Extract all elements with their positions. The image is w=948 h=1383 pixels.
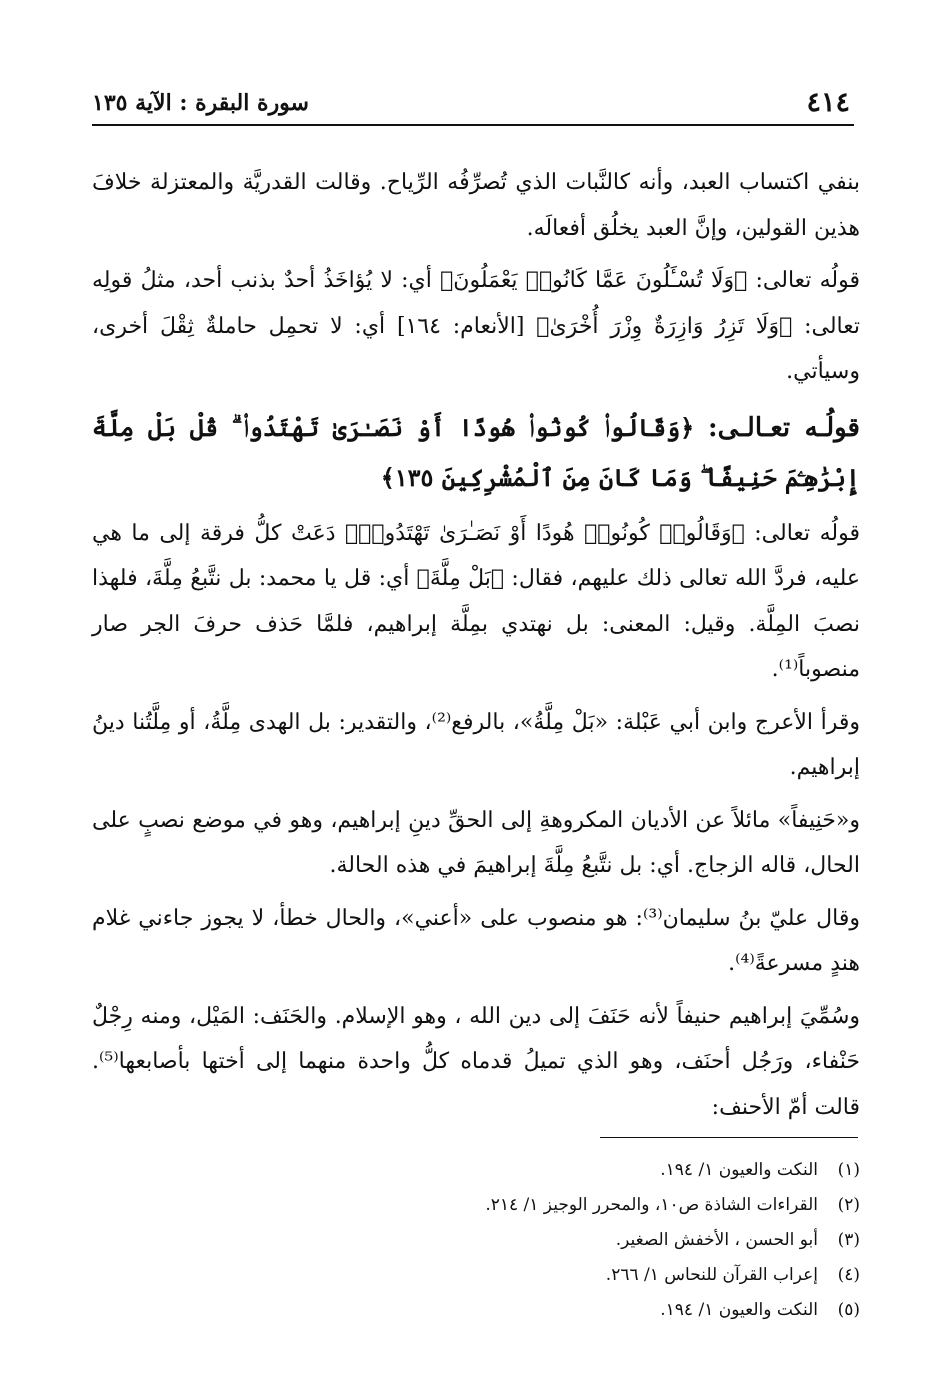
verse-text: ﴿وَقَالُوا۟ كُونُوا۟ هُودًا أَوْ نَصَـٰرَىٰ تَهْتَدُوا۟ ۗ قُلْ بَلْ مِلَّةَ إِبْرَٰهِـۧمَ حَنِيفًا ۖ وَمَا كَانَ مِنَ ٱلْمُشْرِكِينَ ١٣٥﴾ [92, 412, 860, 492]
page-body [92, 160, 860, 1137]
footnote-text: أبو الحسن ، الأخفش الصغير. [615, 1230, 818, 1250]
footnote [92, 1153, 860, 1188]
verse-heading-lead: قولُـه تعـالـى: [708, 412, 860, 443]
footnote [92, 1188, 860, 1223]
verse-heading [92, 403, 860, 503]
footnotes [92, 1153, 860, 1328]
paragraph: قولُه تعالى: ﴿وَقَالُوا۟ كُونُوا۟ هُودًا أَوْ نَصَـٰرَىٰ تَهْتَدُوا۟﴾ دَعَتْ كلُّ فرقة إلى ما هي عليه، فردَّ الله تعالى ذلك عليهم، فقال: ﴿بَلْ مِلَّةَ﴾ أي: قل يا محمد: بل نتَّبعُ مِلَّةَ، فلهذا نصبَ المِلَّة. وقيل: المعنى: بل نهتدي بمِلَّة إبراهيم، فلمَّا حَذف حرفَ الجر صار منصوباً⁽¹⁾. [92, 520, 860, 682]
footnote-text: النكت والعيون ١/ ١٩٤. [660, 1160, 818, 1180]
paragraph: قولُه تعالى: ﴿وَلَا تُسْـَٔلُونَ عَمَّا كَانُوا۟ يَعْمَلُونَ﴾ أي: لا يُؤاخَذُ أحدٌ بذنب أحد، مثلُ قولِه تعالى: ﴿وَلَا تَزِرُ وَازِرَةٌ وِزْرَ أُخْرَىٰ﴾ [الأنعام: ١٦٤] أي: لا تحمِل حاملةٌ ثِقْلَ أخرى، وسيأتي. [92, 268, 860, 384]
footnote-text: إعراب القرآن للنحاس ١/ ٢٦٦. [605, 1265, 818, 1285]
paragraph: و«حَنِيفاً» مائلاً عن الأديان المكروهةِ إلى الحقِّ دينِ إبراهيم، وهو في موضع نصبٍ على الحال، قاله الزجاج. أي: بل نتَّبعُ مِلَّةَ إبراهيمَ في هذه الحالة. [92, 807, 860, 878]
page-number: ٤١٤ [806, 87, 850, 118]
paragraph: بنفي اكتساب العبد، وأنه كالنَّبات الذي تُصرِّفُه الرِّياح. وقالت القدريَّة والمعتزلة خلافَ هذين القولين، وإنَّ العبد يخلُق أفعالَه. [92, 170, 860, 241]
footnote [92, 1293, 860, 1328]
footnote-text: القراءات الشاذة ص١٠، والمحرر الوجيز ١/ ٢١٤. [485, 1195, 818, 1215]
footnote-divider [600, 1137, 858, 1138]
footnote [92, 1258, 860, 1293]
page-header [92, 86, 850, 118]
footnote-marker: (١) [837, 1160, 860, 1180]
footnote-marker: (٣) [837, 1230, 860, 1250]
paragraph: وسُمِّيَ إبراهيم حنيفاً لأنه حَنَفَ إلى دين الله ، وهو الإسلام. والحَنَف: المَيْل، ومنه رِجْلٌ حَنْفاء، ورَجُل أحنَف، وهو الذي تميلُ قدماه كلُّ واحدة منهما إلى أختها بأصابعها⁽⁵⁾. قالت أمّ الأحنف: [92, 1003, 860, 1120]
paragraph: وقال عليّ بنُ سليمان⁽³⁾: هو منصوب على «أعني»، والحال خطأ، لا يجوز جاءني غلام هندٍ مسرعةً⁽⁴⁾. [92, 905, 860, 976]
paragraph: وقرأ الأعرج وابن أبي عَبْلة: «بَلْ مِلَّةُ»، بالرفع⁽²⁾، والتقدير: بل الهدى مِلَّةُ، أو مِلَّتُنا دينُ إبراهيم. [92, 709, 861, 780]
footnote-marker: (٢) [837, 1195, 860, 1215]
footnote-marker: (٤) [837, 1265, 860, 1285]
header-divider [92, 124, 854, 126]
running-title: سورة البقرة : الآية ١٣٥ [92, 90, 309, 116]
footnote [92, 1223, 860, 1258]
footnote-marker: (٥) [837, 1300, 860, 1320]
footnote-text: النكت والعيون ١/ ١٩٤. [660, 1300, 818, 1320]
